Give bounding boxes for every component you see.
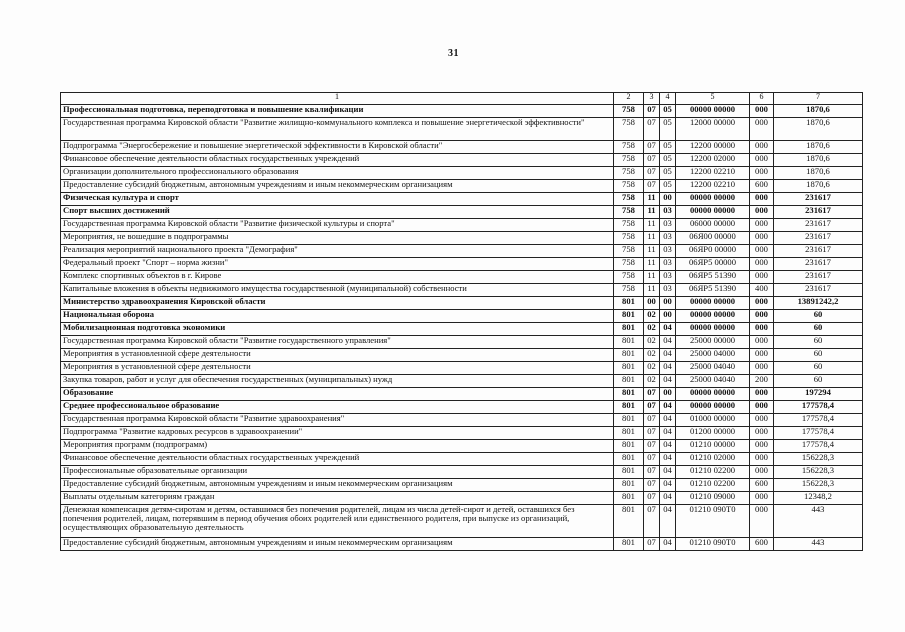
expense-type-cell: 000 — [750, 453, 774, 466]
subsection-code-cell: 04 — [660, 336, 676, 349]
section-code-cell: 00 — [644, 297, 660, 310]
expense-type-cell: 000 — [750, 362, 774, 375]
table-row — [61, 258, 863, 271]
subsection-code-cell: 04 — [660, 505, 676, 538]
ministry-code-cell: 758 — [614, 232, 644, 245]
ministry-code-cell: 801 — [614, 349, 644, 362]
column-header: 1 — [61, 93, 614, 105]
row-name-cell: Предоставление субсидий бюджетным, автономным учреждениям и иным некоммерческим организациям — [61, 538, 614, 551]
target-article-cell: 01210 090Т0 — [676, 505, 750, 538]
column-header: 2 — [614, 93, 644, 105]
amount-cell: 443 — [774, 505, 863, 538]
ministry-code-cell: 801 — [614, 453, 644, 466]
subsection-code-cell: 04 — [660, 479, 676, 492]
expense-type-cell: 000 — [750, 414, 774, 427]
table-row — [61, 310, 863, 323]
subsection-code-cell: 03 — [660, 219, 676, 232]
table-row — [61, 388, 863, 401]
amount-cell: 60 — [774, 336, 863, 349]
amount-cell: 1870,6 — [774, 118, 863, 141]
ministry-code-cell: 758 — [614, 193, 644, 206]
subsection-code-cell: 05 — [660, 105, 676, 118]
amount-cell: 177578,4 — [774, 401, 863, 414]
table-row — [61, 336, 863, 349]
ministry-code-cell: 758 — [614, 258, 644, 271]
subsection-code-cell: 04 — [660, 362, 676, 375]
amount-cell: 231617 — [774, 245, 863, 258]
expense-type-cell: 000 — [750, 440, 774, 453]
ministry-code-cell: 801 — [614, 440, 644, 453]
target-article-cell: 06000 00000 — [676, 219, 750, 232]
row-name-cell: Государственная программа Кировской области "Развитие физической культуры и спорта" — [61, 219, 614, 232]
row-name-cell: Спорт высших достижений — [61, 206, 614, 219]
row-name-cell: Федеральный проект "Спорт – норма жизни" — [61, 258, 614, 271]
target-article-cell: 25000 04040 — [676, 375, 750, 388]
table-row — [61, 492, 863, 505]
expense-type-cell: 200 — [750, 375, 774, 388]
subsection-code-cell: 03 — [660, 284, 676, 297]
ministry-code-cell: 758 — [614, 245, 644, 258]
row-name-cell: Профессиональная подготовка, переподготовка и повышение квалификации — [61, 105, 614, 118]
row-name-cell: Денежная компенсация детям-сиротам и детям, оставшимся без попечения родителей, лицам из числа детей-сирот и детей, оставшихся без попечения родителей, лицам, потерявшим в период обучения обоих родителей или единственного родителя, при выпуске из организаций, осуществляющих образовательную деятельность — [61, 505, 614, 538]
section-code-cell: 07 — [644, 141, 660, 154]
table-row — [61, 414, 863, 427]
ministry-code-cell: 801 — [614, 401, 644, 414]
amount-cell: 60 — [774, 362, 863, 375]
target-article-cell: 00000 00000 — [676, 193, 750, 206]
subsection-code-cell: 04 — [660, 375, 676, 388]
target-article-cell: 25000 04000 — [676, 349, 750, 362]
expense-type-cell: 000 — [750, 219, 774, 232]
table-row — [61, 440, 863, 453]
expense-type-cell: 000 — [750, 232, 774, 245]
table-row — [61, 375, 863, 388]
subsection-code-cell: 03 — [660, 206, 676, 219]
subsection-code-cell: 04 — [660, 401, 676, 414]
subsection-code-cell: 04 — [660, 414, 676, 427]
target-article-cell: 06ЯР5 51390 — [676, 271, 750, 284]
amount-cell: 231617 — [774, 271, 863, 284]
ministry-code-cell: 758 — [614, 105, 644, 118]
row-name-cell: Мероприятия, не вошедшие в подпрограммы — [61, 232, 614, 245]
expense-type-cell: 000 — [750, 505, 774, 538]
target-article-cell: 01210 02200 — [676, 479, 750, 492]
amount-cell: 156228,3 — [774, 453, 863, 466]
expense-type-cell: 600 — [750, 479, 774, 492]
ministry-code-cell: 758 — [614, 167, 644, 180]
expense-type-cell: 000 — [750, 258, 774, 271]
target-article-cell: 01210 09000 — [676, 492, 750, 505]
subsection-code-cell: 03 — [660, 271, 676, 284]
ministry-code-cell: 801 — [614, 362, 644, 375]
target-article-cell: 00000 00000 — [676, 297, 750, 310]
table-row — [61, 505, 863, 538]
expense-type-cell: 600 — [750, 180, 774, 193]
target-article-cell: 12200 02210 — [676, 167, 750, 180]
subsection-code-cell: 05 — [660, 167, 676, 180]
ministry-code-cell: 801 — [614, 479, 644, 492]
column-header: 4 — [660, 93, 676, 105]
amount-cell: 156228,3 — [774, 466, 863, 479]
expense-type-cell: 000 — [750, 492, 774, 505]
target-article-cell: 06ЯР5 00000 — [676, 258, 750, 271]
section-code-cell: 07 — [644, 453, 660, 466]
budget-table — [60, 92, 863, 551]
row-name-cell: Закупка товаров, работ и услуг для обеспечения государственных (муниципальных) нужд — [61, 375, 614, 388]
section-code-cell: 07 — [644, 388, 660, 401]
expense-type-cell: 000 — [750, 297, 774, 310]
ministry-code-cell: 758 — [614, 219, 644, 232]
ministry-code-cell: 758 — [614, 180, 644, 193]
expense-type-cell: 400 — [750, 284, 774, 297]
section-code-cell: 02 — [644, 349, 660, 362]
expense-type-cell: 000 — [750, 310, 774, 323]
target-article-cell: 25000 00000 — [676, 336, 750, 349]
section-code-cell: 11 — [644, 245, 660, 258]
target-article-cell: 00000 00000 — [676, 206, 750, 219]
amount-cell: 1870,6 — [774, 167, 863, 180]
ministry-code-cell: 758 — [614, 284, 644, 297]
subsection-code-cell: 00 — [660, 297, 676, 310]
amount-cell: 231617 — [774, 258, 863, 271]
table-row — [61, 479, 863, 492]
table-row — [61, 154, 863, 167]
page-number: 31 — [448, 48, 459, 59]
target-article-cell: 06Я00 00000 — [676, 232, 750, 245]
row-name-cell: Финансовое обеспечение деятельности областных государственных учреждений — [61, 453, 614, 466]
row-name-cell: Организации дополнительного профессионального образования — [61, 167, 614, 180]
row-name-cell: Профессиональные образовательные организации — [61, 466, 614, 479]
table-row — [61, 193, 863, 206]
amount-cell: 231617 — [774, 206, 863, 219]
subsection-code-cell: 00 — [660, 193, 676, 206]
subsection-code-cell: 04 — [660, 427, 676, 440]
table-row — [61, 401, 863, 414]
expense-type-cell: 000 — [750, 349, 774, 362]
expense-type-cell: 000 — [750, 271, 774, 284]
table-row — [61, 297, 863, 310]
row-name-cell: Физическая культура и спорт — [61, 193, 614, 206]
target-article-cell: 12200 02210 — [676, 180, 750, 193]
target-article-cell: 01210 090Т0 — [676, 538, 750, 551]
ministry-code-cell: 801 — [614, 336, 644, 349]
table-row — [61, 219, 863, 232]
row-name-cell: Среднее профессиональное образование — [61, 401, 614, 414]
table-row — [61, 232, 863, 245]
row-name-cell: Финансовое обеспечение деятельности областных государственных учреждений — [61, 154, 614, 167]
amount-cell: 443 — [774, 538, 863, 551]
target-article-cell: 00000 00000 — [676, 401, 750, 414]
row-name-cell: Предоставление субсидий бюджетным, автономным учреждениям и иным некоммерческим организациям — [61, 180, 614, 193]
subsection-code-cell: 00 — [660, 310, 676, 323]
ministry-code-cell: 801 — [614, 414, 644, 427]
table-row — [61, 271, 863, 284]
row-name-cell: Государственная программа Кировской области "Развитие здравоохранения" — [61, 414, 614, 427]
amount-cell: 177578,4 — [774, 414, 863, 427]
amount-cell: 231617 — [774, 284, 863, 297]
expense-type-cell: 000 — [750, 336, 774, 349]
table-row — [61, 284, 863, 297]
subsection-code-cell: 04 — [660, 323, 676, 336]
target-article-cell: 12200 02000 — [676, 154, 750, 167]
target-article-cell: 01210 02000 — [676, 453, 750, 466]
section-code-cell: 02 — [644, 362, 660, 375]
row-name-cell: Мероприятия программ (подпрограмм) — [61, 440, 614, 453]
subsection-code-cell: 05 — [660, 180, 676, 193]
table-row — [61, 323, 863, 336]
amount-cell: 156228,3 — [774, 479, 863, 492]
target-article-cell: 01210 02200 — [676, 466, 750, 479]
expense-type-cell: 000 — [750, 401, 774, 414]
subsection-code-cell: 04 — [660, 466, 676, 479]
target-article-cell: 00000 00000 — [676, 105, 750, 118]
expense-type-cell: 000 — [750, 427, 774, 440]
target-article-cell: 12000 00000 — [676, 118, 750, 141]
section-code-cell: 07 — [644, 154, 660, 167]
amount-cell: 1870,6 — [774, 154, 863, 167]
row-name-cell: Мероприятия в установленной сфере деятельности — [61, 362, 614, 375]
amount-cell: 231617 — [774, 232, 863, 245]
target-article-cell: 01210 00000 — [676, 440, 750, 453]
row-name-cell: Образование — [61, 388, 614, 401]
subsection-code-cell: 04 — [660, 538, 676, 551]
expense-type-cell: 000 — [750, 323, 774, 336]
expense-type-cell: 000 — [750, 154, 774, 167]
row-name-cell: Мобилизационная подготовка экономики — [61, 323, 614, 336]
row-name-cell: Министерство здравоохранения Кировской области — [61, 297, 614, 310]
expense-type-cell: 000 — [750, 466, 774, 479]
table-row — [61, 453, 863, 466]
table-row — [61, 538, 863, 551]
ministry-code-cell: 801 — [614, 538, 644, 551]
row-name-cell: Национальная оборона — [61, 310, 614, 323]
ministry-code-cell: 801 — [614, 310, 644, 323]
subsection-code-cell: 05 — [660, 154, 676, 167]
expense-type-cell: 000 — [750, 105, 774, 118]
target-article-cell: 12200 00000 — [676, 141, 750, 154]
ministry-code-cell: 758 — [614, 271, 644, 284]
table-row — [61, 118, 863, 141]
amount-cell: 13891242,2 — [774, 297, 863, 310]
row-name-cell: Государственная программа Кировской области "Развитие жилищно-коммунального комплекса и повышение энергетической эффективности" — [61, 118, 614, 141]
section-code-cell: 11 — [644, 284, 660, 297]
ministry-code-cell: 801 — [614, 297, 644, 310]
table-row — [61, 167, 863, 180]
subsection-code-cell: 05 — [660, 141, 676, 154]
section-code-cell: 02 — [644, 310, 660, 323]
table-row — [61, 349, 863, 362]
section-code-cell: 07 — [644, 180, 660, 193]
subsection-code-cell: 04 — [660, 440, 676, 453]
amount-cell: 177578,4 — [774, 427, 863, 440]
expense-type-cell: 000 — [750, 118, 774, 141]
expense-type-cell: 000 — [750, 167, 774, 180]
target-article-cell: 06ЯР5 51390 — [676, 284, 750, 297]
subsection-code-cell: 05 — [660, 118, 676, 141]
subsection-code-cell: 04 — [660, 492, 676, 505]
row-name-cell: Комплекс спортивных объектов в г. Кирове — [61, 271, 614, 284]
section-code-cell: 11 — [644, 258, 660, 271]
ministry-code-cell: 801 — [614, 505, 644, 538]
target-article-cell: 00000 00000 — [676, 310, 750, 323]
section-code-cell: 07 — [644, 401, 660, 414]
section-code-cell: 11 — [644, 219, 660, 232]
column-header: 6 — [750, 93, 774, 105]
section-code-cell: 11 — [644, 271, 660, 284]
subsection-code-cell: 04 — [660, 349, 676, 362]
section-code-cell: 07 — [644, 414, 660, 427]
subsection-code-cell: 00 — [660, 388, 676, 401]
ministry-code-cell: 801 — [614, 388, 644, 401]
section-code-cell: 11 — [644, 232, 660, 245]
expense-type-cell: 600 — [750, 538, 774, 551]
amount-cell: 1870,6 — [774, 180, 863, 193]
section-code-cell: 07 — [644, 427, 660, 440]
amount-cell: 1870,6 — [774, 105, 863, 118]
target-article-cell: 01200 00000 — [676, 427, 750, 440]
section-code-cell: 07 — [644, 466, 660, 479]
column-header: 3 — [644, 93, 660, 105]
table-row — [61, 105, 863, 118]
ministry-code-cell: 801 — [614, 492, 644, 505]
section-code-cell: 11 — [644, 206, 660, 219]
ministry-code-cell: 758 — [614, 141, 644, 154]
ministry-code-cell: 758 — [614, 206, 644, 219]
column-header: 5 — [676, 93, 750, 105]
expense-type-cell: 000 — [750, 193, 774, 206]
section-code-cell: 07 — [644, 479, 660, 492]
amount-cell: 177578,4 — [774, 440, 863, 453]
table-row — [61, 206, 863, 219]
subsection-code-cell: 03 — [660, 245, 676, 258]
section-code-cell: 02 — [644, 336, 660, 349]
ministry-code-cell: 801 — [614, 323, 644, 336]
target-article-cell: 01000 00000 — [676, 414, 750, 427]
ministry-code-cell: 801 — [614, 427, 644, 440]
target-article-cell: 25000 04040 — [676, 362, 750, 375]
row-name-cell: Подпрограмма "Развитие кадровых ресурсов в здравоохранении" — [61, 427, 614, 440]
section-code-cell: 07 — [644, 167, 660, 180]
amount-cell: 197294 — [774, 388, 863, 401]
row-name-cell: Капитальные вложения в объекты недвижимого имущества государственной (муниципальной) собственности — [61, 284, 614, 297]
table-row — [61, 141, 863, 154]
amount-cell: 231617 — [774, 219, 863, 232]
row-name-cell: Подпрограмма "Энергосбережение и повышение энергетической эффективности в Кировской области" — [61, 141, 614, 154]
row-name-cell: Предоставление субсидий бюджетным, автономным учреждениям и иным некоммерческим организациям — [61, 479, 614, 492]
ministry-code-cell: 758 — [614, 154, 644, 167]
amount-cell: 60 — [774, 349, 863, 362]
row-name-cell: Государственная программа Кировской области "Развитие государственного управления" — [61, 336, 614, 349]
amount-cell: 60 — [774, 323, 863, 336]
amount-cell: 1870,6 — [774, 141, 863, 154]
subsection-code-cell: 04 — [660, 453, 676, 466]
amount-cell: 12348,2 — [774, 492, 863, 505]
column-header: 7 — [774, 93, 863, 105]
section-code-cell: 11 — [644, 193, 660, 206]
section-code-cell: 07 — [644, 492, 660, 505]
target-article-cell: 00000 00000 — [676, 323, 750, 336]
table-row — [61, 180, 863, 193]
row-name-cell: Выплаты отдельным категориям граждан — [61, 492, 614, 505]
subsection-code-cell: 03 — [660, 258, 676, 271]
section-code-cell: 07 — [644, 505, 660, 538]
table-row — [61, 466, 863, 479]
expense-type-cell: 000 — [750, 141, 774, 154]
table-row — [61, 245, 863, 258]
amount-cell: 60 — [774, 375, 863, 388]
amount-cell: 231617 — [774, 193, 863, 206]
section-code-cell: 07 — [644, 440, 660, 453]
ministry-code-cell: 801 — [614, 375, 644, 388]
row-name-cell: Реализация мероприятий национального проекта "Демография" — [61, 245, 614, 258]
ministry-code-cell: 801 — [614, 466, 644, 479]
section-code-cell: 07 — [644, 105, 660, 118]
row-name-cell: Мероприятия в установленной сфере деятельности — [61, 349, 614, 362]
target-article-cell: 00000 00000 — [676, 388, 750, 401]
table-row — [61, 362, 863, 375]
table-row — [61, 427, 863, 440]
section-code-cell: 07 — [644, 118, 660, 141]
ministry-code-cell: 758 — [614, 118, 644, 141]
section-code-cell: 07 — [644, 538, 660, 551]
amount-cell: 60 — [774, 310, 863, 323]
section-code-cell: 02 — [644, 375, 660, 388]
section-code-cell: 02 — [644, 323, 660, 336]
subsection-code-cell: 03 — [660, 232, 676, 245]
table-header-row — [61, 93, 863, 105]
target-article-cell: 06ЯР0 00000 — [676, 245, 750, 258]
expense-type-cell: 000 — [750, 388, 774, 401]
expense-type-cell: 000 — [750, 245, 774, 258]
expense-type-cell: 000 — [750, 206, 774, 219]
